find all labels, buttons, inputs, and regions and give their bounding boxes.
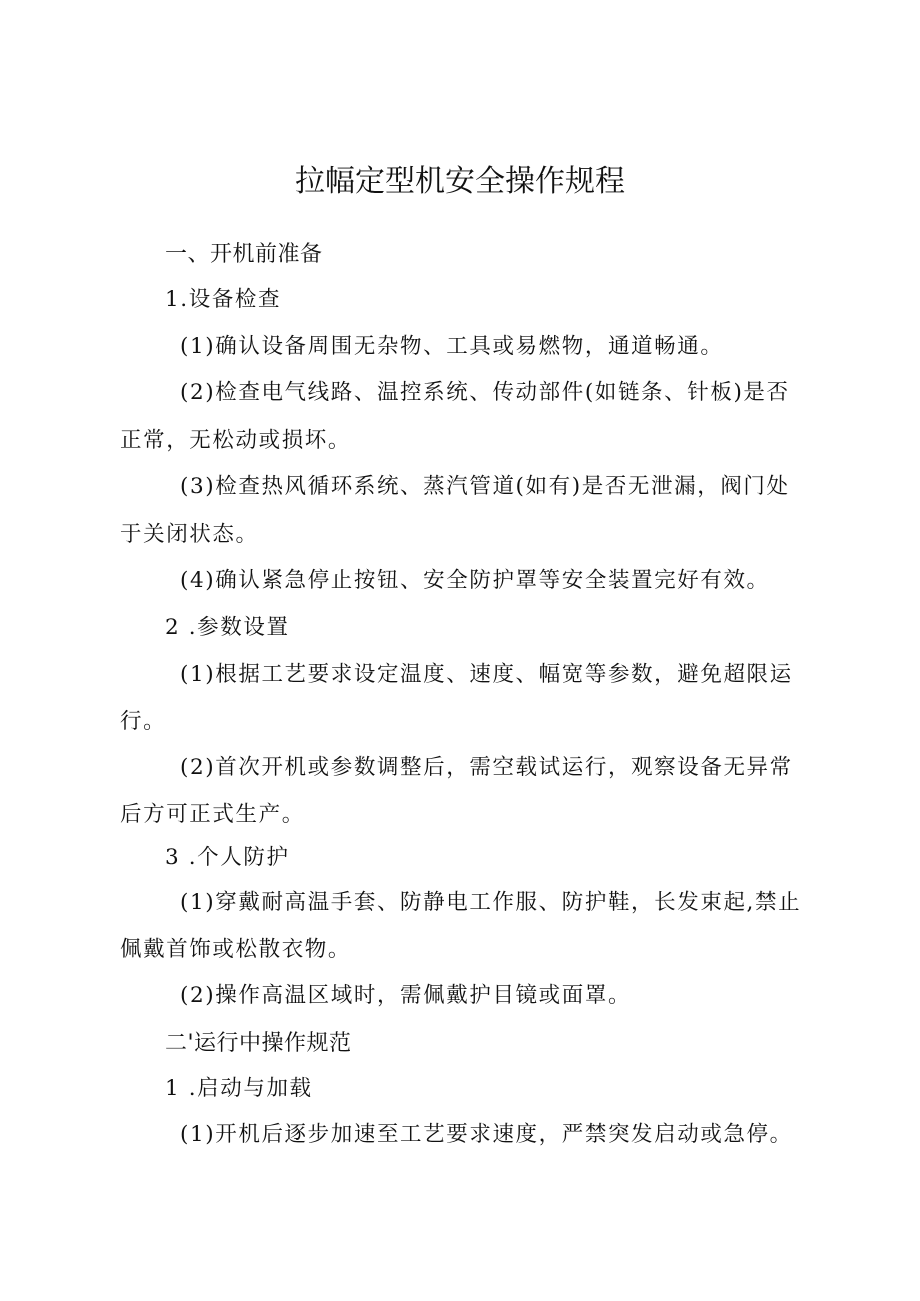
paragraph-line: 佩戴首饰或松散衣物。 <box>120 937 352 962</box>
subsection-heading: 1 .启动与加载 <box>165 1076 313 1101</box>
section-heading-1: 一、开机前准备 <box>165 242 323 267</box>
paragraph-line: (1)根据工艺要求设定温度、速度、幅宽等参数，避免超限运 <box>180 662 793 687</box>
paragraph-line: 于关闭状态。 <box>120 522 259 547</box>
paragraph-line: (2)首次开机或参数调整后，需空载试运行，观察设备无异常 <box>180 755 793 780</box>
section-heading-2: 二'运行中操作规范 <box>165 1031 352 1056</box>
paragraph-line: (1)穿戴耐高温手套、防静电工作服、防护鞋，长发束起,禁止 <box>180 890 802 915</box>
paragraph-line: (2)操作高温区域时，需佩戴护目镜或面罩。 <box>180 983 632 1008</box>
paragraph-line: (1)确认设备周围无杂物、工具或易燃物，通道畅通。 <box>180 334 724 359</box>
paragraph-line: (4)确认紧急停止按钮、安全防护罩等安全装置完好有效。 <box>180 568 770 593</box>
paragraph-line: (3)检查热风循环系统、蒸汽管道(如有)是否无泄漏，阀门处 <box>180 474 790 499</box>
paragraph-line: 行。 <box>120 709 167 734</box>
document-title: 拉幅定型机安全操作规程 <box>295 164 625 199</box>
subsection-heading: 1.设备检查 <box>165 287 282 312</box>
paragraph-line: (2)检查电气线路、温控系统、传动部件(如链条、针板)是否 <box>180 380 790 405</box>
paragraph-line: (1)开机后逐步加速至工艺要求速度，严禁突发启动或急停。 <box>180 1122 793 1147</box>
paragraph-line: 正常，无松动或损坏。 <box>120 428 352 453</box>
paragraph-line: 后方可正式生产。 <box>120 802 305 827</box>
subsection-heading: 3 .个人防护 <box>165 845 290 870</box>
subsection-heading: 2 .参数设置 <box>165 615 290 640</box>
